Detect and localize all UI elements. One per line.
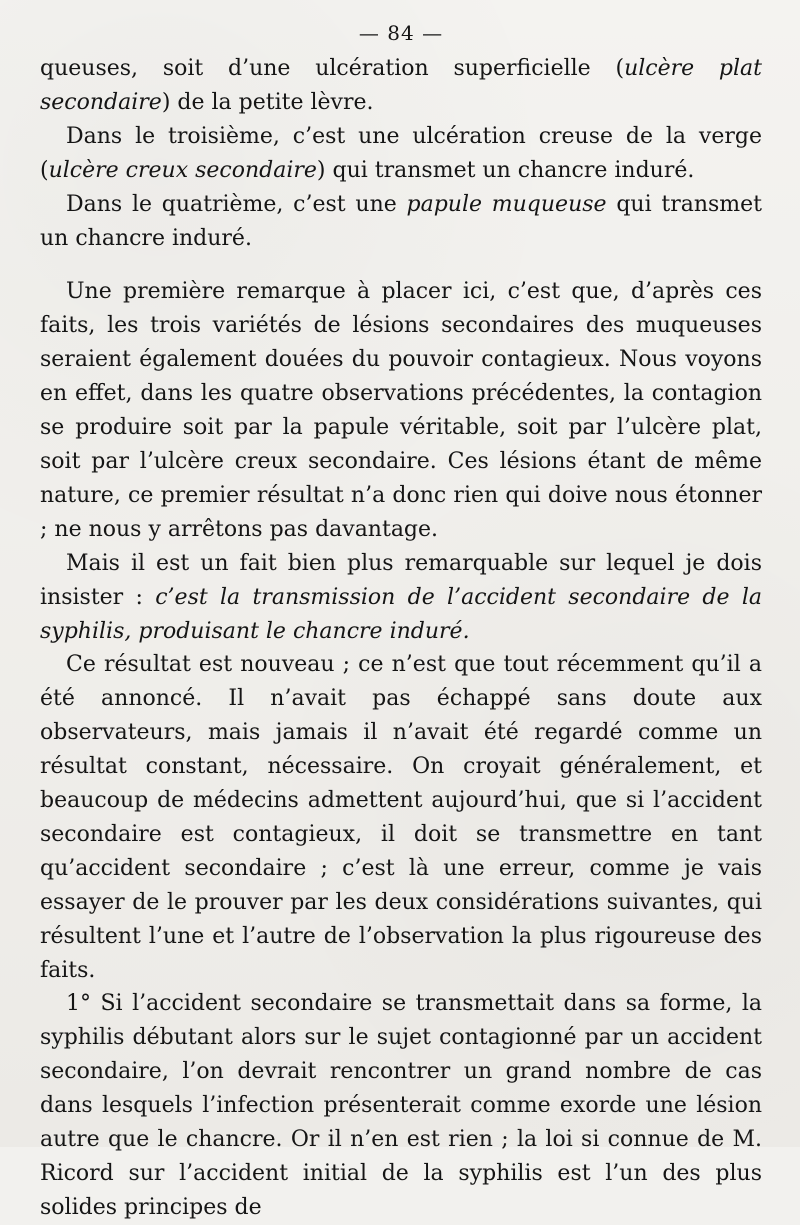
paragraph-2 (40, 120, 762, 188)
page-number: — 84 — (358, 21, 444, 45)
paragraph-4-text: Une première remarque à placer ici, c’est que, d’après ces faits, les trois variétés de lésions secondaires des muqueuses seraient également douées du pouvoir contagieux. Nous voyons en effet, dans les quatre observations précédentes, la contagion se produire soit par la papule véritable, soit par l’ulcère plat, soit par l’ulcère creux secondaire. Ces lésions étant de même nature, ce premier résultat n’a donc rien qui doive nous étonner ; ne nous y arrêtons pas davantage. (40, 279, 762, 542)
paragraph-7-text: 1° Si l’accident secondaire se transmettait dans sa forme, la syphilis débutant alors sur le sujet contagionné par un accident secondaire, l’on devrait rencontrer un grand nombre de cas dans lesquels l’infection présenterait comme exorde une lésion autre que le chancre. Or il n’en est rien ; la loi si connue de M. Ricord sur l’accident initial de la syphilis est l’un des plus solides principes de (40, 991, 762, 1220)
paragraph-2-italic: ulcère creux secondaire (48, 157, 317, 183)
paragraph-5 (40, 547, 762, 649)
paragraph-2-text-a: Dans le troisième, c’est une ulcération creuse de la verge ( (40, 123, 762, 183)
paragraph-1-text-b: ) de la petite lèvre. (161, 89, 374, 115)
paragraph-6 (40, 648, 762, 987)
body-text (40, 52, 762, 1225)
paragraph-1-text-a: queuses, soit d’une ulcération superficielle ( (40, 56, 625, 81)
paragraph-6-text: Ce résultat est nouveau ; ce n’est que tout récemment qu’il a été annoncé. Il n’avait pas échappé sans doute aux observateurs, mais jamais il n’avait été regardé comme un résultat constant, nécessaire. On croyait généralement, et beaucoup de médecins admettent aujourd’hui, que si l’accident secondaire est contagieux, il doit se transmettre en tant qu’accident secondaire ; c’est là une erreur, comme je vais essayer de le prouver par les deux considérations suivantes, qui résultent l’une et l’autre de l’observation la plus rigoureuse des faits. (40, 652, 762, 983)
paragraph-3-text-a: Dans le quatrième, c’est une (66, 191, 407, 217)
paragraph-7 (40, 987, 762, 1224)
paragraph-1-italic: ulcère plat secondaire (40, 56, 763, 115)
paragraph-4 (40, 275, 762, 546)
paragraph-3 (40, 188, 762, 256)
paragraph-5-italic: c’est la transmission de l’accident secondaire de la syphilis, produisant le chancre induré. (40, 584, 762, 644)
paragraph-3-italic: papule muqueuse (406, 191, 607, 217)
paragraph-1 (40, 52, 762, 120)
paragraph-2-text-b: ) qui transmet un chancre induré. (316, 157, 695, 183)
paragraph-5-text-a: Mais il est un fait bien plus remarquable sur lequel je dois insister : (40, 550, 762, 610)
paragraph-3-text-b: qui transmet un chancre induré. (40, 191, 763, 251)
